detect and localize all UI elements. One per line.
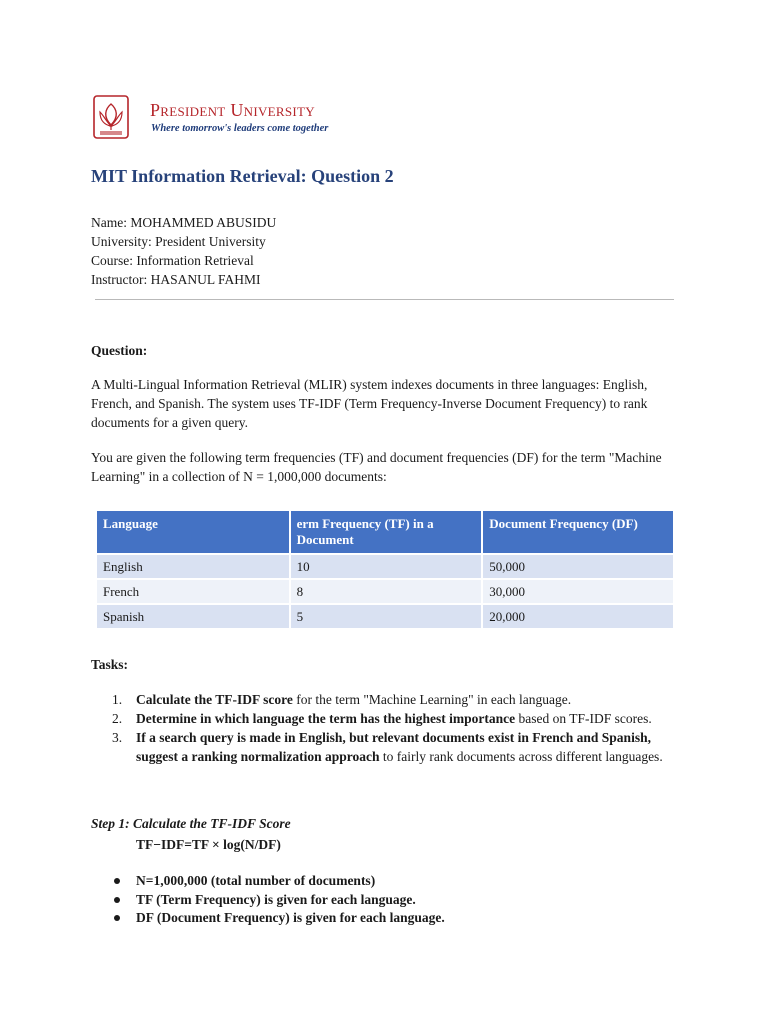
tasks-list — [91, 690, 691, 766]
table-cell: 10 — [290, 554, 483, 579]
list-number: 2. — [112, 711, 123, 726]
university-crest-icon — [92, 95, 146, 141]
info-university: University: President University — [91, 234, 266, 249]
list-number: 1. — [112, 692, 123, 707]
task-bold-text: Calculate the TF-IDF score — [136, 692, 293, 707]
table-cell: English — [97, 554, 290, 579]
table-cell: 8 — [290, 579, 483, 604]
question-heading: Question: — [91, 343, 148, 358]
step1-heading: Step 1: Calculate the TF-IDF Score — [91, 816, 291, 831]
info-instructor: Instructor: HASANUL FAHMI — [91, 272, 261, 287]
table-cell: Spanish — [97, 604, 290, 628]
task-text: for the term "Machine Learning" in each language. — [292, 692, 572, 707]
logo-tagline: Where tomorrow's leaders come together — [151, 123, 329, 134]
bullet-text: DF (Document Frequency) is given for each language. — [136, 910, 445, 925]
task-bold-text: If a search query is made in English, but relevant documents exist in French and Spanish, suggest a ranking normalization approach — [136, 730, 651, 764]
table-cell: 50,000 — [482, 554, 673, 579]
logo-wordmark: President University — [150, 100, 315, 120]
table-row — [97, 554, 673, 579]
table-cell: 30,000 — [482, 579, 673, 604]
task-bold-text: Determine in which language the term has the highest importance — [136, 711, 516, 726]
list-number: 3. — [112, 730, 123, 745]
bullet-icon — [114, 878, 120, 884]
table-cell: 20,000 — [482, 604, 673, 628]
table-header-row — [97, 511, 673, 554]
question-paragraph-2: You are given the following term frequencies (TF) and document frequencies (DF) for the term "Machine Learning" in a collection of N = 1,000,000 documents: — [91, 450, 662, 484]
table-row — [97, 579, 673, 604]
university-logo — [92, 95, 352, 141]
list-item — [91, 709, 691, 728]
table-cell: 5 — [290, 604, 483, 628]
task-text: based on TF-IDF scores. — [515, 711, 652, 726]
info-course: Course: Information Retrieval — [91, 253, 254, 268]
tf-idf-formula: TF−IDF=TF × log(N/DF) — [136, 837, 281, 852]
bullet-icon — [114, 897, 120, 903]
table-header-language: Language — [97, 511, 290, 554]
list-item — [91, 690, 691, 709]
table-cell: French — [97, 579, 290, 604]
step1-bullet-list — [91, 872, 445, 928]
document-title: MIT Information Retrieval: Question 2 — [91, 166, 394, 186]
table-header-df: Document Frequency (DF) — [482, 511, 673, 554]
info-name: Name: MOHAMMED ABUSIDU — [91, 215, 277, 230]
list-item — [91, 872, 445, 891]
bullet-text: N=1,000,000 (total number of documents) — [136, 873, 376, 888]
list-item — [91, 909, 445, 928]
list-item — [91, 728, 691, 766]
table-row — [97, 604, 673, 628]
student-info — [91, 213, 276, 289]
list-item — [91, 891, 445, 910]
bullet-icon — [114, 915, 120, 921]
bullet-text: TF (Term Frequency) is given for each language. — [136, 891, 416, 907]
frequency-table — [97, 511, 673, 628]
tasks-heading: Tasks: — [91, 657, 129, 672]
task-text: to fairly rank documents across different languages. — [379, 749, 663, 764]
horizontal-divider — [95, 299, 674, 300]
table-header-tf: erm Frequency (TF) in a Document — [290, 511, 483, 554]
question-paragraph-1: A Multi-Lingual Information Retrieval (MLIR) system indexes documents in three languages: English, French, and Spanish. The system uses TF-IDF (Term Frequency-Inverse Document Frequency) to rank documents for a given query. — [91, 377, 648, 430]
